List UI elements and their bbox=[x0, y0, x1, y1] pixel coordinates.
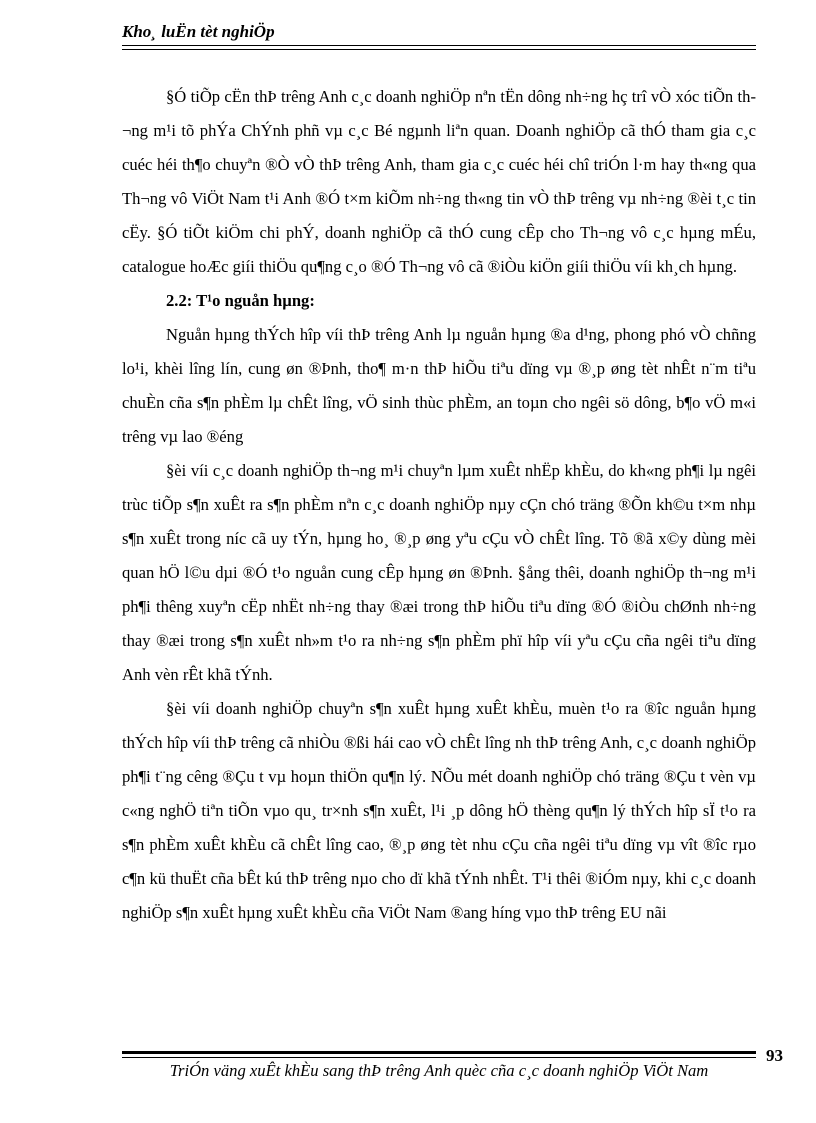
section-heading: 2.2: T¹o nguån hµng: bbox=[166, 291, 315, 310]
footer-rule-top bbox=[122, 1051, 756, 1054]
header-rule-bottom bbox=[122, 49, 756, 50]
paragraph: §Ó tiÕp cËn thÞ trêng Anh c¸c doanh nghiÖp nªn tËn dông nh÷ng hç trî vÒ xóc tiÕn th¬ng m¹i tõ phÝa ChÝnh phñ vµ c¸c Bé ngµnh liªn quan. Doanh nghiÖp cã thÓ tham gia c¸c cuéc héi th¶o chuyªn ®Ò vÒ thÞ trêng Anh, tham gia c¸c cuéc héi chî triÓn l·m hay th«ng qua Th¬ng vô ViÖt Nam t¹i Anh ®Ó t×m kiÕm nh÷ng th«ng tin vÒ thÞ trêng vµ nh÷ng ®èi t¸c tin cËy. §Ó tiÕt kiÖm chi phÝ, doanh nghiÖp cã thÓ cung cÊp cho Th¬ng vô c¸c hµng mÉu, catalogue hoÆc giíi thiÖu qu¶ng c¸o ®Ó Th¬ng vô cã ®iÒu kiÖn giíi thiÖu víi kh¸ch hµng. bbox=[122, 87, 756, 276]
paragraph: §èi víi c¸c doanh nghiÖp th¬ng m¹i chuyªn lµm xuÊt nhËp khÈu, do kh«ng ph¶i lµ ngêi trùc tiÕp s¶n xuÊt ra s¶n phÈm nªn c¸c doanh nghiÖp nµy cÇn chó träng ®Õn kh©u t×m nhµ s¶n xuÊt trong níc cã uy tÝn, hµng ho¸ ®¸p øng yªu cÇu vÒ chÊt lîng. Tõ ®ã x©y dùng mèi quan hÖ l©u dµi ®Ó t¹o nguån cung cÊp hµng øn ®Þnh. §ång thêi, doanh nghiÖp th¬ng m¹i ph¶i thêng xuyªn cËp nhËt nh÷ng thay ®æi trong thÞ hiÕu tiªu dïng ®Ó ®iÒu chØnh nh÷ng thay ®æi trong s¶n xuÊt nh»m t¹o ra nh÷ng s¶n phÈm phï hîp víi yªu cÇu cña ngêi tiªu dïng Anh vèn rÊt khã tÝnh. bbox=[122, 461, 756, 684]
page-number: 93 bbox=[766, 1046, 783, 1065]
footer-rule-bottom bbox=[122, 1057, 756, 1058]
paragraph: §èi víi doanh nghiÖp chuyªn s¶n xuÊt hµng xuÊt khÈu, muèn t¹o ra ®îc nguån hµng thÝch hîp víi thÞ trêng cã nhiÒu ®ßi hái cao vÒ chÊt lîng nh thÞ trêng Anh, c¸c doanh nghiÖp ph¶i t¨ng cêng ®Çu t vµ hoµn thiÖn qu¶n lý. NÕu mét doanh nghiÖp chó träng ®Çu t vèn vµ c«ng nghÖ tiªn tiÕn vµo qu¸ tr×nh s¶n xuÊt, l¹i ¸p dông hÖ thèng qu¶n lý thÝch hîp sÏ t¹o ra s¶n phÈm xuÊt khÈu cã chÊt lîng cao, ®¸p øng tèt nhu cÇu cña ngêi tiªu dïng vµ vît ®îc rµo c¶n kü thuËt cña bÊt kú thÞ trêng nµo cho dï khã tÝnh nhÊt. T¹i thêi ®iÓm nµy, khi c¸c doanh nghiÖp s¶n xuÊt hµng xuÊt khÈu cña ViÖt Nam ®ang híng vµo thÞ trêng EU nãi bbox=[122, 699, 756, 922]
footer-text: TriÓn väng xuÊt khÈu sang thÞ trêng Anh quèc cña c¸c doanh nghiÖp ViÖt Nam bbox=[169, 1061, 709, 1080]
body-text bbox=[122, 80, 756, 930]
header-title: Kho¸ luËn tèt nghiÖp bbox=[122, 22, 275, 41]
header-rule-top bbox=[122, 45, 756, 46]
paragraph: Nguån hµng thÝch hîp víi thÞ trêng Anh lµ nguån hµng ®a d¹ng, phong phó vÒ chñng lo¹i, khèi lîng lín, cung øn ®Þnh, tho¶ m·n thÞ hiÕu tiªu dïng vµ ®¸p øng tèt nhÊt n¨m tiªu chuÈn cña s¶n phÈm lµ chÊt lîng, vÖ sinh thùc phÈm, an toµn cho ngêi sö dông, b¶o vÖ m«i trêng vµ lao ®éng bbox=[122, 325, 756, 446]
